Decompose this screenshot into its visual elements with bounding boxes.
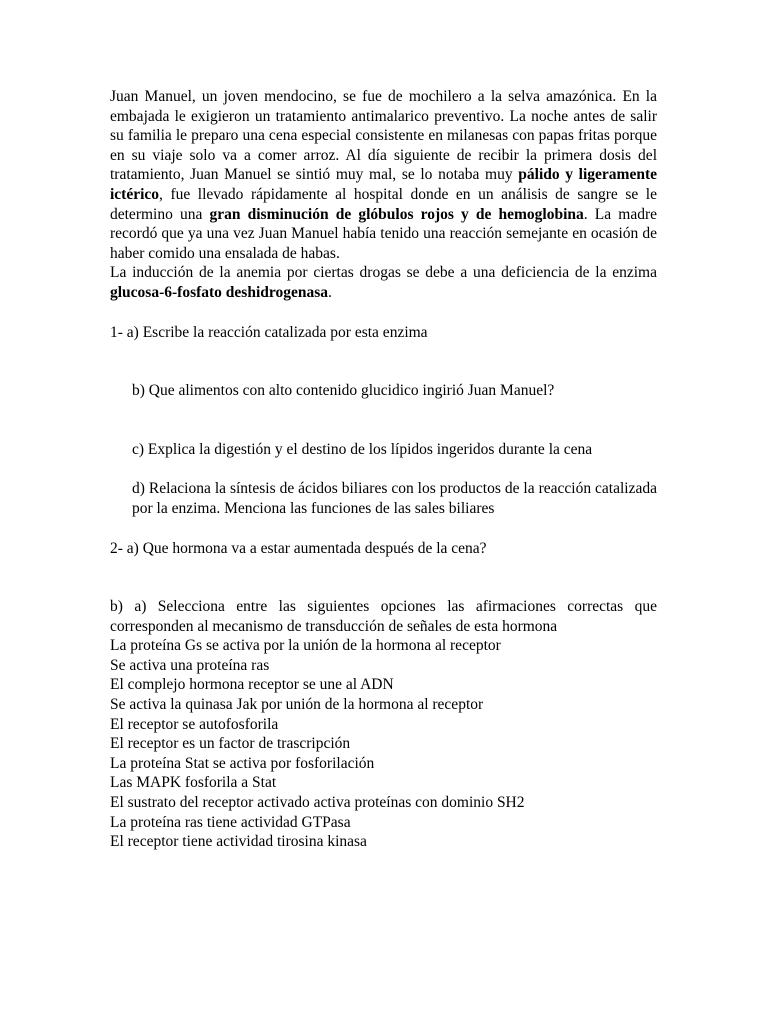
intro-text-1: Juan Manuel, un joven mendocino, se fue de mochilero a la selva amazónica. En la embajada le exigieron un tratamiento antimalarico preventivo. La noche antes de salir su familia le preparo una cena especial consistente en milanesas con papas fritas porque en su viaje solo va a comer arroz. Al día siguiente de recibir la primera dosis del tratamiento, Juan Manuel se sintió muy mal, se lo notaba muy — [110, 88, 657, 184]
option-item: La proteína ras tiene actividad GTPasa — [110, 813, 351, 831]
options-list — [110, 636, 657, 852]
option-item: El receptor se autofosforila — [110, 715, 279, 733]
intro-text-5: . — [328, 283, 332, 301]
question-2a: 2- a) Que hormona va a estar aumentada después de la cena? — [110, 539, 487, 557]
intro-paragraph-2 — [110, 263, 657, 302]
intro-paragraph — [110, 87, 657, 263]
option-item: Las MAPK fosforila a Stat — [110, 774, 277, 792]
question-1a: 1- a) Escribe la reacción catalizada por esta enzima — [110, 323, 428, 341]
question-1d: d) Relaciona la síntesis de ácidos biliares con los productos de la reacción catalizada por la enzima. Menciona las funciones de las sales biliares — [132, 480, 657, 517]
option-item: La proteína Gs se activa por la unión de la hormona al receptor — [110, 637, 501, 655]
option-item: La proteína Stat se activa por fosforilación — [110, 754, 375, 772]
option-item: El complejo hormona receptor se une al ADN — [110, 676, 394, 694]
option-item: El receptor tiene actividad tirosina kinasa — [110, 833, 367, 851]
intro-bold-1: pálido y ligeramente ictérico — [110, 166, 657, 203]
intro-text-2: , fue llevado rápidamente al hospital donde en un análisis de sangre se le determino una — [110, 185, 657, 223]
intro-bold-3: glucosa-6-fosfato deshidrogenasa — [110, 283, 329, 301]
intro-text-4: La inducción de la anemia por ciertas drogas se debe a una deficiencia de la enzima — [110, 264, 657, 282]
intro-bold-2: gran disminución de glóbulos rojos y de hemoglobina — [209, 205, 584, 223]
intro-text-3: . La madre recordó que ya una vez Juan Manuel había tenido una reacción semejante en ocasión de haber comido una ensalada de habas. — [110, 205, 657, 262]
option-item: El sustrato del receptor activado activa proteínas con dominio SH2 — [110, 794, 525, 812]
question-2b: b) a) Selecciona entre las siguientes opciones las afirmaciones correctas que corresponden al mecanismo de transducción de señales de esta hormona — [110, 598, 657, 635]
option-item: El receptor es un factor de trascripción — [110, 735, 351, 753]
document-page — [110, 87, 657, 852]
question-1c: c) Explica la digestión y el destino de los lípidos ingeridos durante la cena — [132, 440, 593, 458]
question-1b: b) Que alimentos con alto contenido glucidico ingirió Juan Manuel? — [132, 382, 555, 400]
option-item: Se activa la quinasa Jak por unión de la hormona al receptor — [110, 696, 484, 714]
option-item: Se activa una proteína ras — [110, 656, 270, 674]
